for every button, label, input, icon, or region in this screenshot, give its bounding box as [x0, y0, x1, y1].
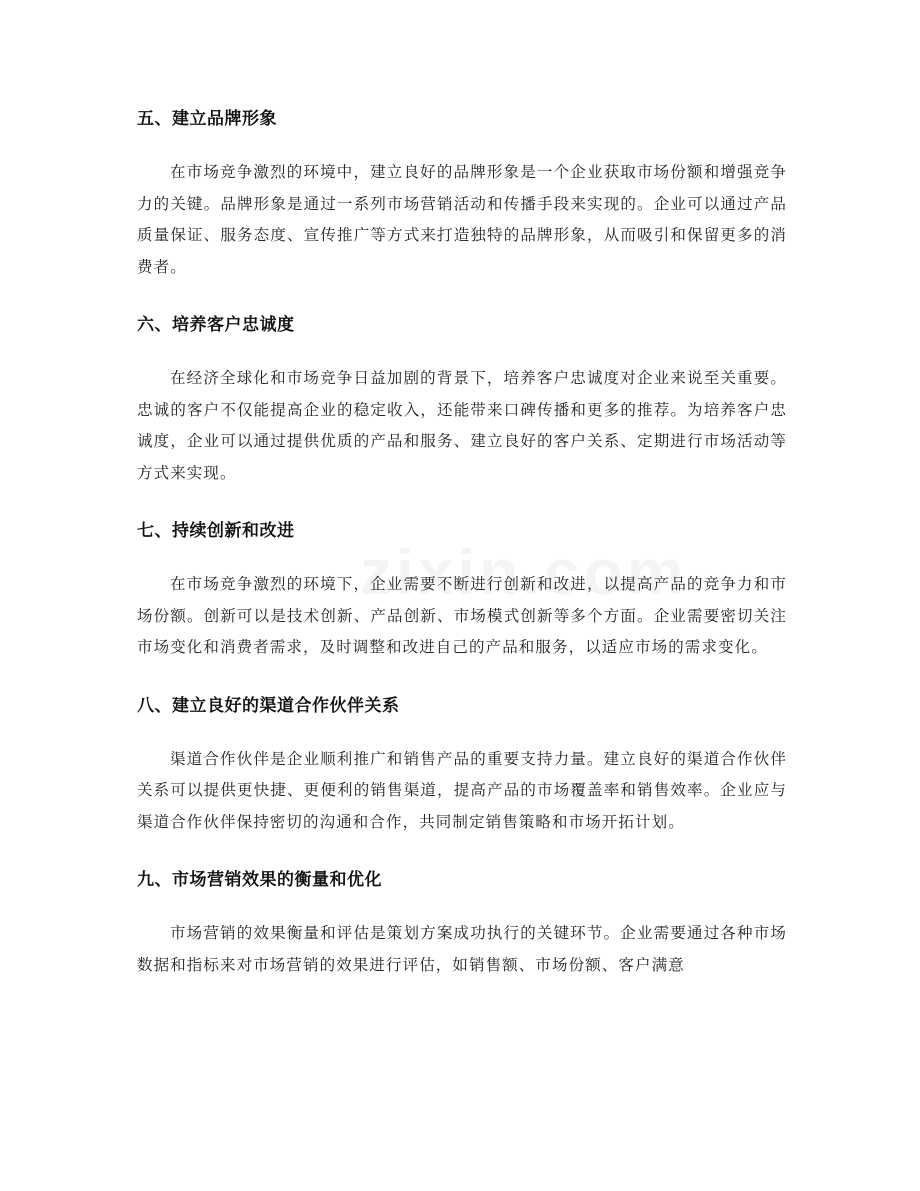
section-channel-partners — [137, 691, 787, 839]
section-marketing-evaluation — [137, 865, 787, 981]
section-paragraph: 在市场竞争激烈的环境下，企业需要不断进行创新和改进，以提高产品的竞争力和市场份额。创新可以是技术创新、产品创新、市场模式创新等多个方面。企业需要密切关注市场变化和消费者需求，及时调整和改进自己的产品和服务，以适应市场的需求变化。 — [137, 575, 787, 656]
section-heading: 六、培养客户忠诚度 — [137, 315, 295, 335]
section-customer-loyalty — [137, 310, 787, 489]
section-heading: 五、建立品牌形象 — [137, 109, 277, 129]
section-heading: 七、持续创新和改进 — [137, 521, 295, 541]
section-paragraph: 在经济全球化和市场竞争日益加剧的背景下，培养客户忠诚度对企业来说至关重要。忠诚的客户不仅能提高企业的稳定收入，还能带来口碑传播和更多的推荐。为培养客户忠诚度，企业可以通过提供优质的产品和服务、建立良好的客户关系、定期进行市场活动等方式来实现。 — [137, 369, 787, 482]
section-heading: 八、建立良好的渠道合作伙伴关系 — [137, 695, 400, 716]
document-body — [137, 104, 787, 1008]
section-paragraph: 在市场竞争激烈的环境中，建立良好的品牌形象是一个企业获取市场份额和增强竞争力的关键。品牌形象是通过一系列市场营销活动和传播手段来实现的。企业可以通过产品质量保证、服务态度、宣传推广等方式来打造独特的品牌形象，从而吸引和保留更多的消费者。 — [137, 163, 787, 276]
section-heading: 九、市场营销效果的衡量和优化 — [137, 870, 382, 890]
section-brand-image — [137, 104, 787, 283]
section-paragraph: 市场营销的效果衡量和评估是策划方案成功执行的关键环节。企业需要通过各种市场数据和指标来对市场营销的效果进行评估，如销售额、市场份额、客户满意 — [137, 924, 787, 974]
section-paragraph: 渠道合作伙伴是企业顺利推广和销售产品的重要支持力量。建立良好的渠道合作伙伴关系可以提供更快捷、更便利的销售渠道，提高产品的市场覆盖率和销售效率。企业应与渠道合作伙伴保持密切的沟通和合作，共同制定销售策略和市场开拓计划。 — [137, 749, 787, 831]
section-innovation — [137, 516, 787, 664]
